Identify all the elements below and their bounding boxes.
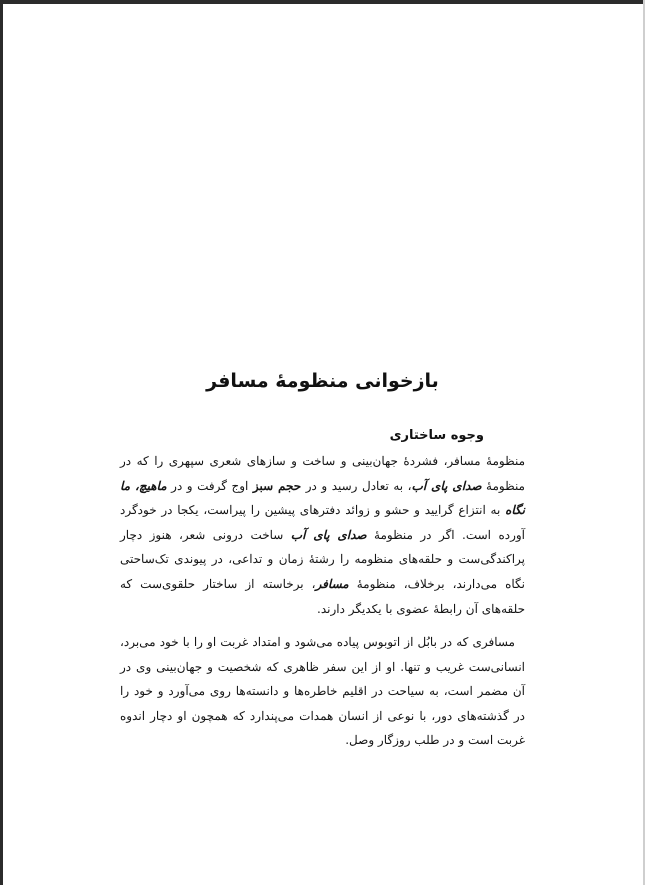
book-title-ma-hich-ma-negah: ماهیچ، ما نگاه — [120, 478, 525, 518]
book-title-hajm-e-sabz: حجم سبز — [252, 478, 302, 493]
paragraph-1-text: ، به تعادل رسید و در — [301, 478, 412, 493]
book-title-seday-e-pay-e-ab: صدای پای آب — [290, 527, 367, 542]
book-title-seday-e-pay-e-ab: صدای پای آب — [411, 478, 482, 493]
paragraph-1 — [120, 449, 525, 621]
paragraph-1-text: منظومهٔ مسافر، فشردهٔ جهان‌بینی و ساخت و سازهای شعری سپهری را که در منظومهٔ — [120, 454, 525, 493]
paragraph-1-text: ، برخاسته از ساختار حلقوی‌ست که حلقه‌های آن رابطهٔ عضوی با یکدیگر دارند. — [120, 576, 525, 616]
paragraph-1-text: اوج گرفت و در — [166, 478, 253, 493]
paragraph-2: مسافری که در بابُل از اتوبوس پیاده می‌شود و امتداد غربت او را با خود می‌برد، انسانی‌ست غریب و تنها. او از این سفر ظاهری که شخصیت و جهان‌بینی وی در آن مضمر است، به سیاحت در اقلیم خاطره‌ها و دانسته‌ها روی می‌آورد و خود را در گذشته‌های دور، با نوعی از انسان همدات می‌پندارد که همچون او دچار اندوه غربت است و در طلب روزگار وصل. — [120, 635, 525, 748]
chapter-title: بازخوانی منظومهٔ مسافر — [206, 370, 439, 392]
paragraph-1-text: ساخت درونی شعر، هنوز دچار پراکندگی‌ست و حلقه‌های منظومه را رشتهٔ زمان و تداعی، در پیوندی تک‌ساحتی نگاه می‌دارند، برخلاف، منظومهٔ — [120, 527, 525, 591]
section-heading: وجوه ساختاری — [389, 428, 484, 443]
book-title-mosafer: مسافر — [315, 576, 349, 591]
paragraph-1-text: به انتزاع گرایید و حشو و زوائد دفترهای پیشین را پیراست، یکجا در خودگرد آورده است. اگر در منظومهٔ — [120, 503, 525, 542]
